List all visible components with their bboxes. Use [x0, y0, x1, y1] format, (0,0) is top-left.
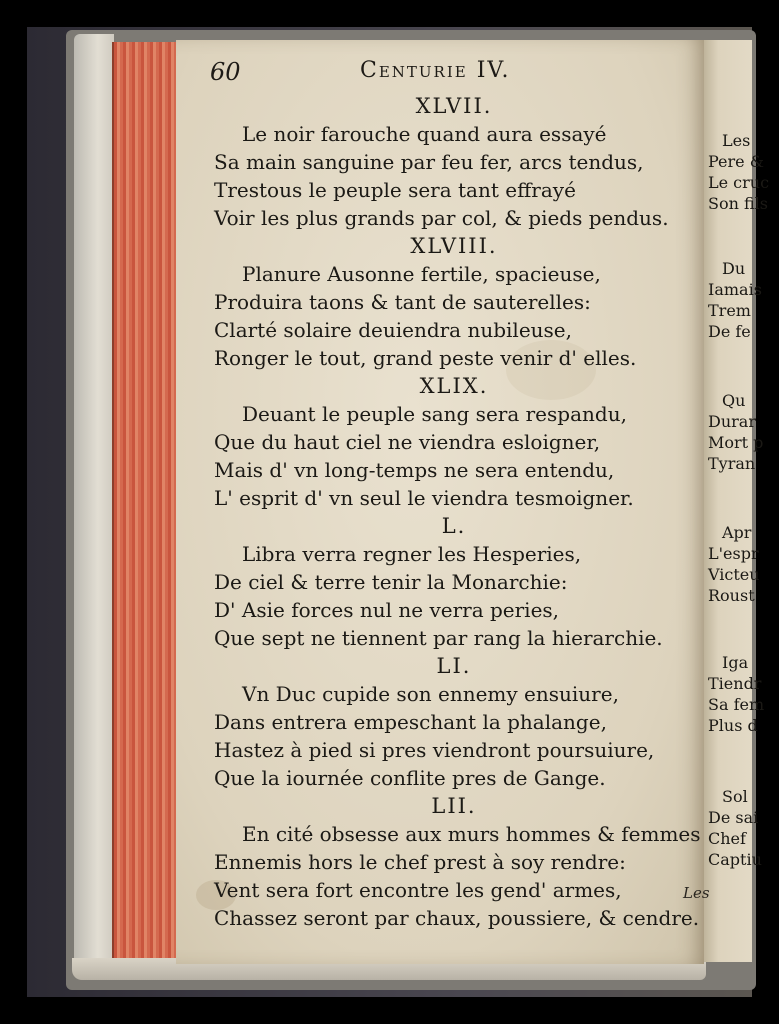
running-head: Centurie IV. [360, 58, 511, 83]
facing-page-fragment: Durar [708, 412, 756, 431]
verse-line: De ciel & terre tenir la Monarchie: [214, 570, 568, 594]
page-text [214, 92, 701, 932]
page-edges [112, 42, 180, 960]
verse-line: Deuant le peuple sang sera respandu, [242, 402, 627, 426]
book-cover-edge [74, 34, 114, 969]
facing-page-fragment: Mort p [708, 433, 764, 452]
stanza-numeral: XLVII. [415, 94, 493, 118]
verse-line: Clarté solaire deuiendra nubileuse, [214, 318, 572, 342]
facing-page-fragment: Victeu [708, 565, 760, 584]
facing-page-fragment: L'espr [708, 544, 759, 563]
verse-line: Le noir farouche quand aura essayé [242, 122, 607, 146]
page-header [210, 58, 680, 92]
verse-line: En cité obsesse aux murs hommes & femmes [242, 822, 701, 846]
verse-line: Planure Ausonne fertile, spacieuse, [242, 262, 601, 286]
facing-page-fragment: Roust [708, 586, 755, 605]
facing-page-fragment: Tyran [708, 454, 756, 473]
verse-line: Mais d' vn long-temps ne sera entendu, [214, 458, 615, 482]
facing-page-fragment: Iga [722, 653, 749, 672]
verse-line: Que sept ne tiennent par rang la hierarchie. [214, 626, 663, 650]
verse-line: Dans entrera empeschant la phalange, [214, 710, 607, 734]
facing-page-fragment: Son fils [708, 194, 768, 213]
facing-page-fragment: Iamais [708, 280, 762, 299]
verse-line: Libra verra regner les Hesperies, [242, 542, 582, 566]
facing-page-fragment: Trem [708, 301, 751, 320]
verse-line: Chassez seront par chaux, poussiere, & cendre. [214, 906, 700, 930]
facing-page-fragment: Du [722, 259, 746, 278]
verse-line: Ennemis hors le chef prest à soy rendre: [214, 850, 626, 874]
stanza-numeral: L. [441, 514, 467, 538]
verse-line: Que du haut ciel ne viendra esloigner, [214, 430, 601, 454]
stanza-numeral: LII. [431, 794, 477, 818]
verse-line: Voir les plus grands par col, & pieds pendus. [214, 206, 669, 230]
verse-line: D' Asie forces nul ne verra peries, [214, 598, 560, 622]
facing-page-fragment: Tiendr [708, 674, 762, 693]
page-number: 60 [210, 58, 241, 86]
verse-line: Sa main sanguine par feu fer, arcs tendus, [214, 150, 644, 174]
facing-page-fragment: Les [722, 131, 751, 150]
stanza-numeral: LI. [436, 654, 472, 678]
facing-page-fragment: De sai [708, 808, 759, 827]
facing-page-fragment: Chef [708, 829, 746, 848]
verse-line: Vn Duc cupide son ennemy ensuiure, [242, 682, 619, 706]
verse-line: Trestous le peuple sera tant effrayé [214, 178, 576, 202]
stanza-numeral: XLIX. [419, 374, 489, 398]
verse-line: Hastez à pied si pres viendront poursuiure, [214, 738, 655, 762]
facing-page-fragment: Sol [722, 787, 748, 806]
facing-page-fragment: Plus d [708, 716, 758, 735]
facing-page-fragment: Apr [722, 523, 752, 542]
verse-line: Vent sera fort encontre les gend' armes, [214, 878, 622, 902]
verse-line: Que la iournée conflite pres de Gange. [214, 766, 606, 790]
verse-line: Ronger le tout, grand peste venir d' elles. [214, 346, 637, 370]
verse-line: Produira taons & tant de sauterelles: [214, 290, 591, 314]
facing-page-fragment: Sa fem [708, 695, 765, 714]
facing-page-fragment: Pere & [708, 152, 764, 171]
facing-page-fragment: Qu [722, 391, 746, 410]
stanza-numeral: XLVIII. [410, 234, 498, 258]
verse-line: L' esprit d' vn seul le viendra tesmoigner. [214, 486, 634, 510]
facing-page-fragment: De fe [708, 322, 751, 341]
facing-page-fragment: Le cruc [708, 173, 770, 192]
catchword: Les [683, 884, 710, 902]
facing-page-fragment: Captiu [708, 850, 762, 869]
